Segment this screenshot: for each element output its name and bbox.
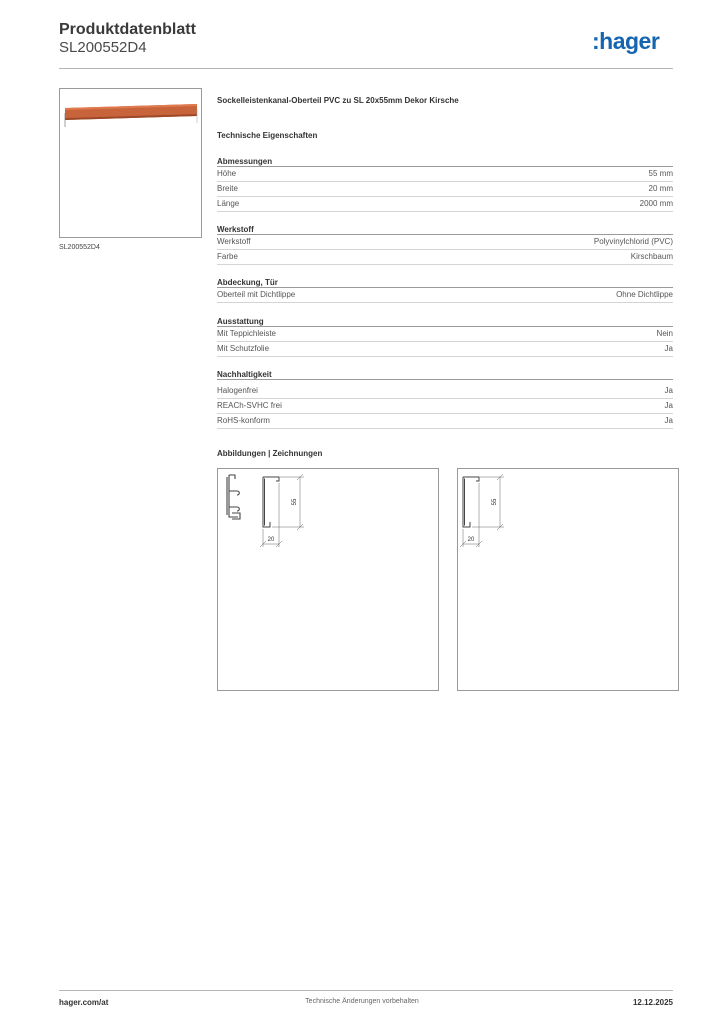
spec-row: [217, 167, 673, 182]
spec-value: 55 mm: [648, 169, 673, 178]
spec-label: Halogenfrei: [217, 386, 258, 395]
spec-value: 2000 mm: [639, 199, 673, 208]
spec-label: Breite: [217, 184, 238, 193]
spec-group-cover: [217, 277, 673, 303]
group-title: Abmessungen: [217, 156, 673, 167]
spec-value: 20 mm: [648, 184, 673, 193]
spec-row: [217, 235, 673, 250]
height-dimension-label: 55: [292, 498, 298, 506]
spec-group-dimensions: [217, 156, 673, 212]
hager-logo: [592, 29, 674, 55]
spec-value: Nein: [656, 329, 673, 338]
height-dimension-label: 55: [492, 498, 498, 506]
spec-label: Mit Schutzfolie: [217, 344, 270, 353]
spec-row: [217, 327, 673, 342]
product-image: [60, 89, 201, 237]
product-image-frame: [59, 88, 202, 238]
spec-value: Kirschbaum: [630, 252, 673, 261]
technical-drawing-2: [458, 469, 678, 690]
header-divider: [59, 68, 673, 69]
spec-label: Oberteil mit Dichtlippe: [217, 290, 296, 299]
product-image-caption: SL200552D4: [59, 244, 100, 251]
width-dimension-label: 20: [267, 537, 275, 543]
spec-row: [217, 384, 673, 399]
drawing-frame-1: [217, 468, 439, 691]
spec-label: Mit Teppichleiste: [217, 329, 276, 338]
spec-value: Ja: [664, 416, 673, 425]
document-title: Produktdatenblatt: [59, 21, 196, 38]
width-dimension-label: 20: [467, 537, 475, 543]
spec-row: [217, 182, 673, 197]
group-title: Nachhaltigkeit: [217, 369, 673, 380]
spec-value: Ja: [664, 386, 673, 395]
spec-group-sustainability: [217, 369, 673, 429]
footer-disclaimer: Technische Änderungen vorbehalten: [305, 998, 419, 1005]
spec-value: Ohne Dichtlippe: [616, 290, 673, 299]
section-title-technical: Technische Eigenschaften: [217, 131, 318, 140]
spec-label: Farbe: [217, 252, 238, 261]
spec-label: RoHS-konform: [217, 416, 270, 425]
drawing-frame-2: [457, 468, 679, 691]
product-title: Sockelleistenkanal-Oberteil PVC zu SL 20x55mm Dekor Kirsche: [217, 96, 459, 105]
group-title: Werkstoff: [217, 224, 673, 235]
spec-row: [217, 288, 673, 303]
group-title: Abdeckung, Tür: [217, 277, 673, 288]
spec-label: REACh-SVHC frei: [217, 401, 282, 410]
spec-label: Höhe: [217, 169, 237, 178]
footer-date: 12.12.2025: [632, 998, 673, 1007]
spec-label: Werkstoff: [217, 237, 251, 246]
group-title: Ausstattung: [217, 316, 673, 327]
spec-group-material: [217, 224, 673, 265]
spec-row: [217, 197, 673, 212]
spec-row: [217, 414, 673, 429]
footer-website-link[interactable]: hager.com/at: [59, 998, 109, 1007]
spec-row: [217, 250, 673, 265]
technical-drawing-1: [218, 469, 438, 690]
product-code: SL200552D4: [59, 39, 147, 56]
spec-row: [217, 342, 673, 357]
spec-label: Länge: [217, 199, 240, 208]
spec-value: Polyvinylchlorid (PVC): [593, 237, 673, 246]
images-section-title: Abbildungen | Zeichnungen: [217, 449, 323, 458]
spec-group-equipment: [217, 316, 673, 357]
spec-value: Ja: [664, 344, 673, 353]
spec-row: [217, 399, 673, 414]
logo-text: :hager: [592, 29, 660, 54]
spec-value: Ja: [664, 401, 673, 410]
footer-divider: [59, 990, 673, 991]
